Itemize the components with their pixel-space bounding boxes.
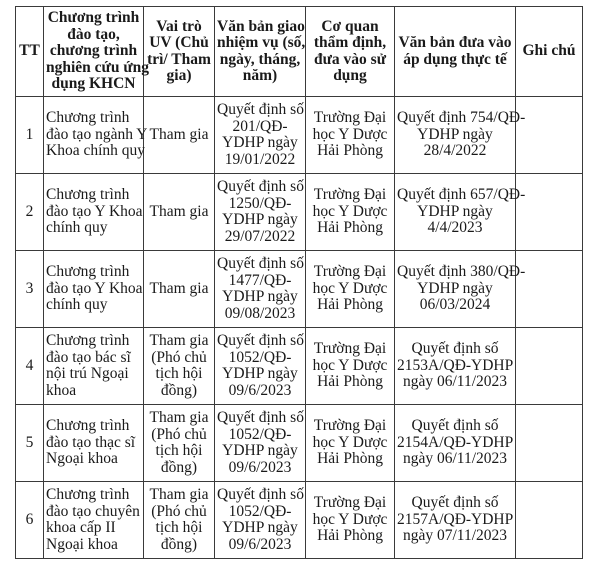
cell-line: thẩm định, (313, 34, 387, 51)
cell-program (44, 174, 144, 251)
cell-tt: 4 (16, 328, 44, 405)
cell-line: chính quy (46, 296, 108, 314)
cell-line: khoa cấp II (46, 519, 116, 536)
header-role (144, 7, 215, 97)
cell-line: Quyết định số (217, 255, 304, 272)
cell-apply-doc (395, 251, 526, 328)
cell-line: 09/6/2023 (228, 381, 292, 399)
cell-line: Hải Phòng (317, 373, 383, 391)
cell-tt: 1 (16, 97, 44, 174)
cell-line: Quyết định 754/QĐ- (397, 109, 526, 127)
program-table (15, 6, 583, 559)
cell-line: năm) (242, 67, 278, 84)
cell-note (516, 405, 583, 482)
cell-line: tịch hội (155, 519, 203, 536)
cell-line: trì/ Tham (147, 50, 211, 68)
cell-program (44, 251, 144, 328)
cell-line: YDHP ngày (222, 211, 298, 228)
cell-line: Trường Đại (313, 263, 387, 281)
cell-line: 06/03/2024 (419, 296, 491, 314)
table-row (16, 251, 583, 328)
cell-line: Quyết định 380/QĐ- (397, 263, 526, 281)
cell-assign-doc (215, 97, 306, 174)
cell-tt: 2 (16, 174, 44, 251)
cell-line: học Y Dược (312, 125, 388, 143)
cell-assign-doc (215, 251, 306, 328)
cell-line: chương trình (49, 42, 138, 60)
cell-program (44, 328, 144, 405)
cell-org (306, 405, 395, 482)
cell-program (44, 482, 144, 559)
cell-line: áp dụng thực tế (403, 50, 507, 68)
cell-tt: 6 (16, 482, 44, 559)
cell-line: Hải Phòng (317, 142, 383, 160)
cell-line: (Phó chủ (151, 425, 207, 443)
cell-role (144, 405, 215, 482)
cell-line: nghiên cứu ứng (46, 58, 150, 76)
cell-line: 19/01/2022 (224, 150, 296, 168)
cell-line: Quyết định số (411, 340, 499, 358)
cell-note (516, 328, 583, 405)
cell-line: YDHP ngày (417, 125, 493, 143)
table-row (16, 97, 583, 174)
cell-line: dụng (333, 67, 367, 84)
cell-line: Ngoại khoa (46, 535, 118, 553)
cell-program (44, 405, 144, 482)
cell-line: tịch hội (155, 442, 203, 459)
cell-line: Chương trình (46, 186, 130, 204)
cell-org (306, 97, 395, 174)
cell-line: ngày, tháng, (219, 50, 301, 68)
header-assign-doc (215, 7, 306, 97)
cell-org (306, 174, 395, 251)
cell-line: tịch hội (155, 365, 203, 382)
cell-tt: 3 (16, 251, 44, 328)
cell-line: Cơ quan (321, 17, 379, 35)
cell-line: Quyết định 657/QĐ- (397, 186, 526, 204)
cell-line: đào tạo Y Khoa (46, 202, 143, 220)
cell-line: đào tạo chuyên (46, 502, 140, 520)
header-tt: TT (16, 7, 44, 97)
cell-note (516, 97, 583, 174)
cell-note (516, 174, 583, 251)
cell-line: đào tạo thạc sĩ (46, 433, 136, 451)
cell-line: 09/08/2023 (224, 304, 296, 322)
cell-line: 201/QĐ- (232, 117, 288, 135)
cell-org (306, 482, 395, 559)
cell-line: Chương trình (46, 263, 130, 281)
cell-line: học Y Dược (312, 202, 388, 220)
cell-line: Hải Phòng (317, 450, 383, 468)
table-row (16, 405, 583, 482)
cell-line: Vai trò (156, 17, 202, 35)
cell-line: Hải Phòng (317, 219, 383, 237)
cell-assign-doc (215, 482, 306, 559)
cell-line: đào tạo Y Khoa (46, 279, 143, 297)
cell-line: 2154A/QĐ-YDHP (397, 433, 514, 451)
cell-line: YDHP ngày (222, 365, 298, 382)
cell-line: chính quy (46, 219, 108, 237)
cell-line: học Y Dược (312, 356, 388, 374)
cell-line: Quyết định số (217, 409, 304, 426)
cell-line: Chương trình (47, 9, 140, 27)
cell-line: 1477/QĐ- (228, 271, 292, 289)
cell-line: đào tạo bác sĩ (46, 348, 131, 366)
cell-line: đồng) (160, 381, 198, 399)
cell-line: học Y Dược (312, 433, 388, 451)
cell-line: Quyết định số (217, 101, 304, 118)
cell-line: học Y Dược (312, 510, 388, 528)
table-row (16, 174, 583, 251)
cell-assign-doc (215, 405, 306, 482)
cell-org (306, 328, 395, 405)
cell-line: 2157A/QĐ-YDHP (397, 510, 514, 528)
cell-apply-doc (395, 328, 516, 405)
cell-line: YDHP ngày (222, 442, 298, 459)
table-body (16, 97, 583, 559)
cell-line: đồng) (160, 535, 198, 553)
header-org (306, 7, 395, 97)
cell-line: đào tạo, (67, 25, 120, 43)
cell-line: 1052/QĐ- (228, 348, 292, 366)
header-program (44, 7, 150, 97)
cell-line: nhiệm vụ (số, (217, 34, 306, 51)
cell-org (306, 251, 395, 328)
cell-line: Hải Phòng (317, 527, 383, 545)
cell-apply-doc (395, 405, 516, 482)
cell-line: Văn bản giao (217, 17, 305, 35)
cell-line: 09/6/2023 (228, 535, 292, 553)
cell-line: Hải Phòng (317, 296, 383, 314)
cell-line: Quyết định số (217, 486, 304, 503)
header-note: Ghi chú (516, 7, 583, 97)
cell-line: YDHP ngày (417, 202, 493, 220)
cell-line: dụng KHCN (51, 75, 136, 93)
cell-line: nội trú Ngoại (46, 365, 129, 382)
cell-line: (Phó chủ (151, 348, 207, 366)
cell-apply-doc (395, 482, 516, 559)
cell-program (44, 97, 148, 174)
cell-role (144, 97, 215, 174)
cell-assign-doc (215, 328, 306, 405)
cell-apply-doc (395, 97, 526, 174)
cell-line: Trường Đại (313, 417, 387, 435)
cell-line: 2153A/QĐ-YDHP (397, 356, 514, 374)
cell-line: YDHP ngày (222, 288, 298, 305)
cell-assign-doc (215, 174, 306, 251)
cell-line: Trường Đại (313, 186, 387, 204)
cell-line: Chương trình (46, 417, 130, 435)
cell-line: Tham gia (149, 486, 209, 503)
cell-role (144, 482, 215, 559)
cell-apply-doc (395, 174, 526, 251)
cell-line: Quyết định số (411, 417, 499, 435)
cell-role (144, 328, 215, 405)
cell-role (144, 174, 215, 251)
cell-line: 1052/QĐ- (228, 502, 292, 520)
cell-line: đưa vào sử (313, 50, 386, 68)
table-row (16, 328, 583, 405)
cell-line: Tham gia (149, 279, 209, 297)
cell-line: Chương trình (46, 486, 130, 503)
cell-line: Quyết định số (411, 494, 499, 512)
cell-line: YDHP ngày (222, 134, 298, 151)
cell-line: Tham gia (149, 125, 209, 143)
cell-line: khoa (46, 381, 77, 399)
cell-tt: 5 (16, 405, 44, 482)
cell-line: gia) (166, 67, 192, 84)
cell-note (516, 251, 583, 328)
cell-line: ngày 06/11/2023 (402, 450, 508, 468)
cell-line: Chương trình (46, 109, 130, 127)
cell-line: Trường Đại (313, 340, 387, 358)
cell-line: YDHP ngày (222, 519, 298, 536)
cell-line: ngày 07/11/2023 (402, 527, 508, 545)
cell-line: đào tạo ngành Y (46, 125, 148, 143)
cell-line: UV (Chủ (149, 34, 209, 51)
cell-line: Văn bản đưa vào (398, 34, 512, 51)
cell-line: 1250/QĐ- (228, 194, 292, 212)
cell-line: ngày 06/11/2023 (402, 373, 508, 391)
header-row (16, 7, 583, 97)
cell-line: Chương trình (46, 332, 130, 349)
cell-line: YDHP ngày (417, 279, 493, 297)
cell-line: Trường Đại (313, 494, 387, 512)
cell-line: Tham gia (149, 332, 209, 349)
cell-line: 29/07/2022 (224, 227, 296, 245)
cell-line: Khoa chính quy (46, 142, 146, 160)
header-apply-doc (395, 7, 516, 97)
cell-line: học Y Dược (312, 279, 388, 297)
cell-line: Tham gia (149, 409, 209, 426)
cell-line: (Phó chủ (151, 502, 207, 520)
cell-role (144, 251, 215, 328)
cell-line: 09/6/2023 (228, 458, 292, 476)
cell-line: Trường Đại (313, 109, 387, 127)
table-row (16, 482, 583, 559)
cell-note (516, 482, 583, 559)
cell-line: Quyết định số (217, 178, 304, 195)
cell-line: 1052/QĐ- (228, 425, 292, 443)
cell-line: 28/4/2022 (423, 142, 487, 160)
cell-line: 4/4/2023 (427, 219, 483, 237)
cell-line: Quyết định số (217, 332, 304, 349)
cell-line: Tham gia (149, 202, 209, 220)
cell-line: đồng) (160, 458, 198, 476)
cell-line: Ngoại khoa (46, 450, 118, 468)
